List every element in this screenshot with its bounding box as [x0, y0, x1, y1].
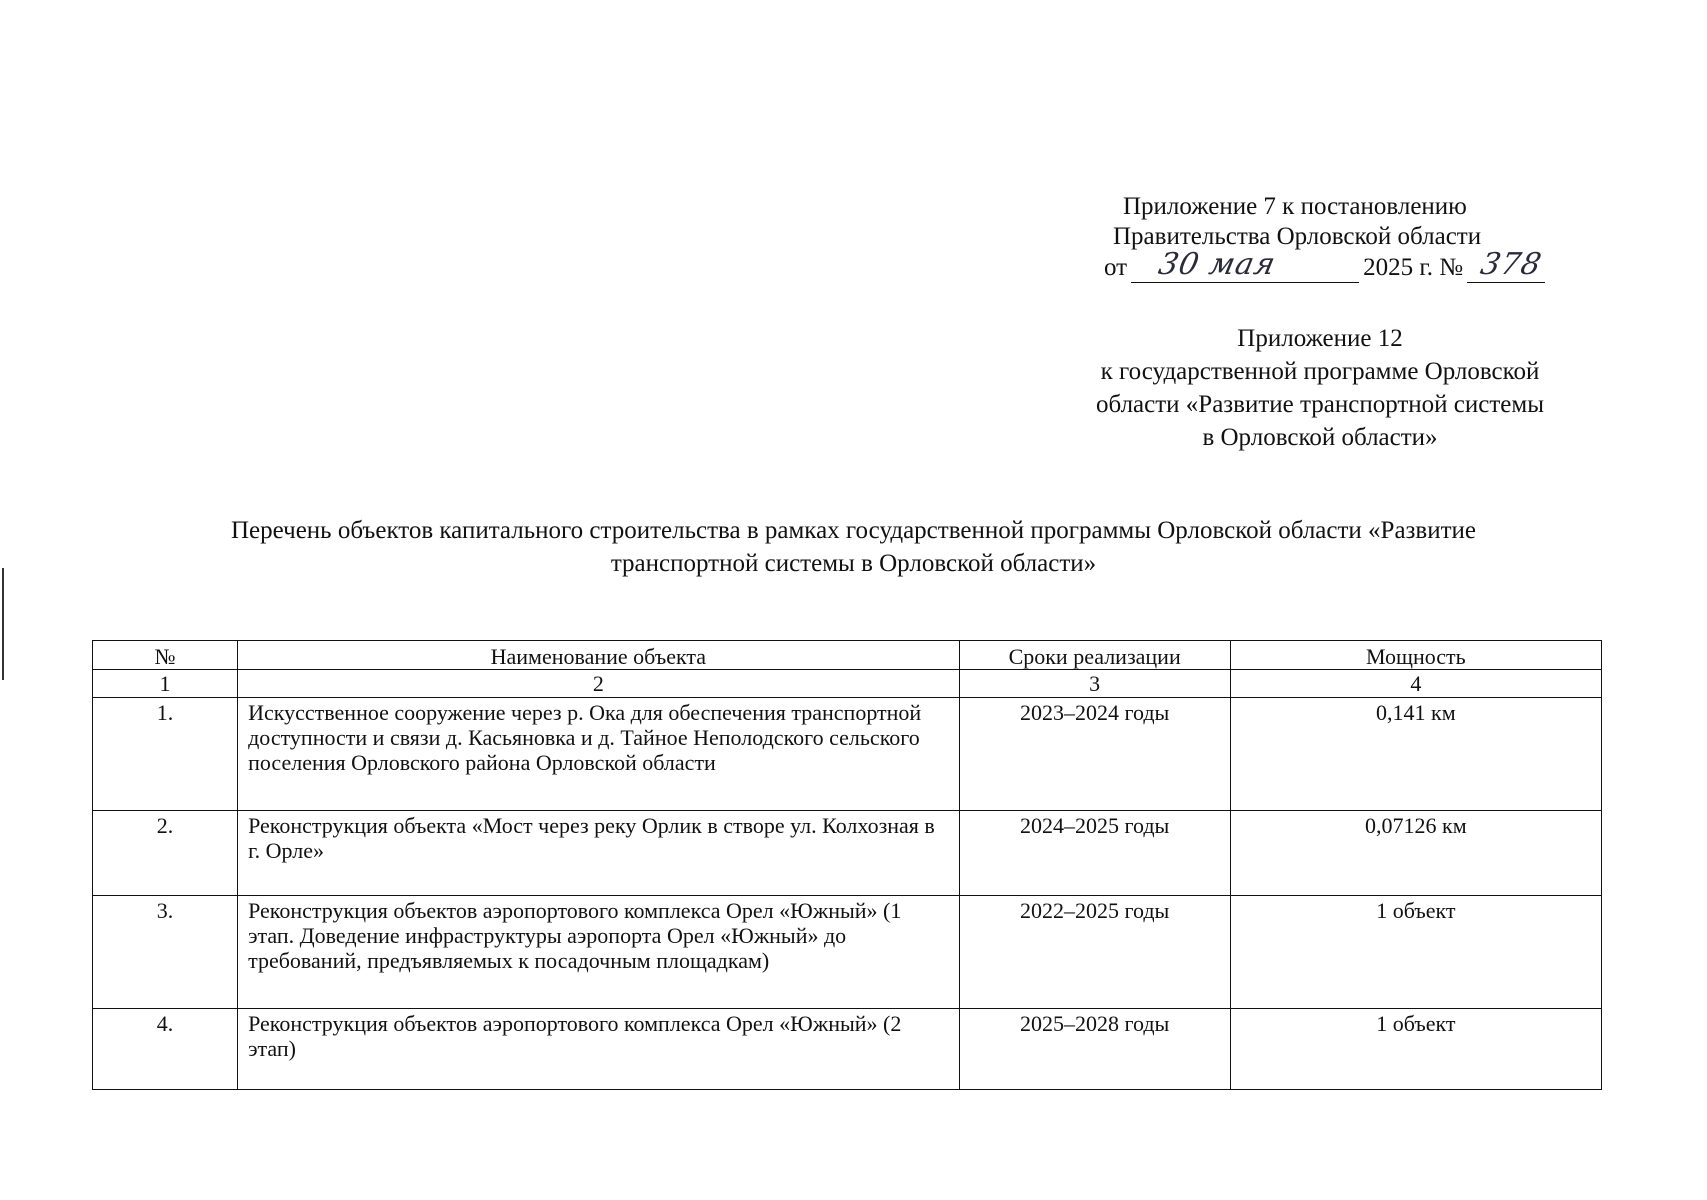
appendix-line-2: к государственной программе Орловской — [1100, 358, 1540, 385]
date-blank — [1131, 247, 1359, 283]
objects-table — [92, 640, 1602, 1090]
row-term: 2024–2025 годы — [959, 811, 1230, 896]
row-name: Реконструкция объектов аэропортового комплекса Орел «Южный» (1 этап. Доведение инфраструктуры аэропорта Орел «Южный» до требований, предъявляемых к посадочным площадкам) — [238, 896, 959, 1009]
row-power: 1 объект — [1230, 1009, 1601, 1090]
row-term: 2022–2025 годы — [959, 896, 1230, 1009]
appendix-line-4: в Орловской области» — [1202, 424, 1438, 451]
header-name: Наименование объекта — [238, 641, 959, 670]
table-row — [93, 896, 1602, 1009]
stamp-date-line — [1080, 247, 1600, 283]
row-term: 2023–2024 годы — [959, 698, 1230, 811]
index-cell-3: 3 — [959, 670, 1230, 698]
table-row — [93, 698, 1602, 811]
appendix-heading — [1050, 322, 1590, 454]
scan-margin-line — [2, 568, 4, 680]
title-line-2: транспортной системы в Орловской области» — [610, 550, 1097, 577]
row-term: 2025–2028 годы — [959, 1009, 1230, 1090]
table-index-row — [93, 670, 1602, 698]
table-row — [93, 1009, 1602, 1090]
row-num: 1. — [93, 698, 238, 811]
row-power: 1 объект — [1230, 896, 1601, 1009]
index-cell-1: 1 — [93, 670, 238, 698]
stamp-line-1: Приложение 7 к постановлению — [1123, 193, 1467, 220]
row-num: 3. — [93, 896, 238, 1009]
stamp-line-2: Правительства Орловской области — [1113, 223, 1482, 250]
table-header-row — [93, 641, 1602, 670]
resolution-stamp — [1080, 192, 1600, 283]
title-line-1: Перечень объектов капитального строительства в рамках государственной программы Орловской области «Развитие — [231, 517, 1476, 544]
row-power: 0,141 км — [1230, 698, 1601, 811]
stamp-from-prefix: от — [1104, 254, 1128, 281]
handwritten-date: 30 мая — [1155, 247, 1280, 282]
header-num: № — [93, 641, 238, 670]
appendix-line-1: Приложение 12 — [1237, 325, 1403, 352]
row-name: Реконструкция объектов аэропортового комплекса Орел «Южный» (2 этап) — [238, 1009, 959, 1090]
stamp-year-text: 2025 г. № — [1363, 254, 1464, 281]
number-blank — [1467, 247, 1546, 283]
row-name: Реконструкция объекта «Мост через реку Орлик в створе ул. Колхозная в г. Орле» — [238, 811, 959, 896]
header-power: Мощность — [1230, 641, 1601, 670]
document-title — [100, 514, 1607, 580]
row-num: 4. — [93, 1009, 238, 1090]
handwritten-number: 378 — [1477, 247, 1546, 282]
index-cell-4: 4 — [1230, 670, 1601, 698]
row-num: 2. — [93, 811, 238, 896]
index-cell-2: 2 — [238, 670, 959, 698]
row-power: 0,07126 км — [1230, 811, 1601, 896]
header-term: Сроки реализации — [959, 641, 1230, 670]
row-name: Искусственное сооружение через р. Ока для обеспечения транспортной доступности и связи д. Касьяновка и д. Тайное Неполодского сельского поселения Орловского района Орловской области — [238, 698, 959, 811]
appendix-line-3: области «Развитие транспортной системы — [1095, 391, 1545, 418]
table-row — [93, 811, 1602, 896]
